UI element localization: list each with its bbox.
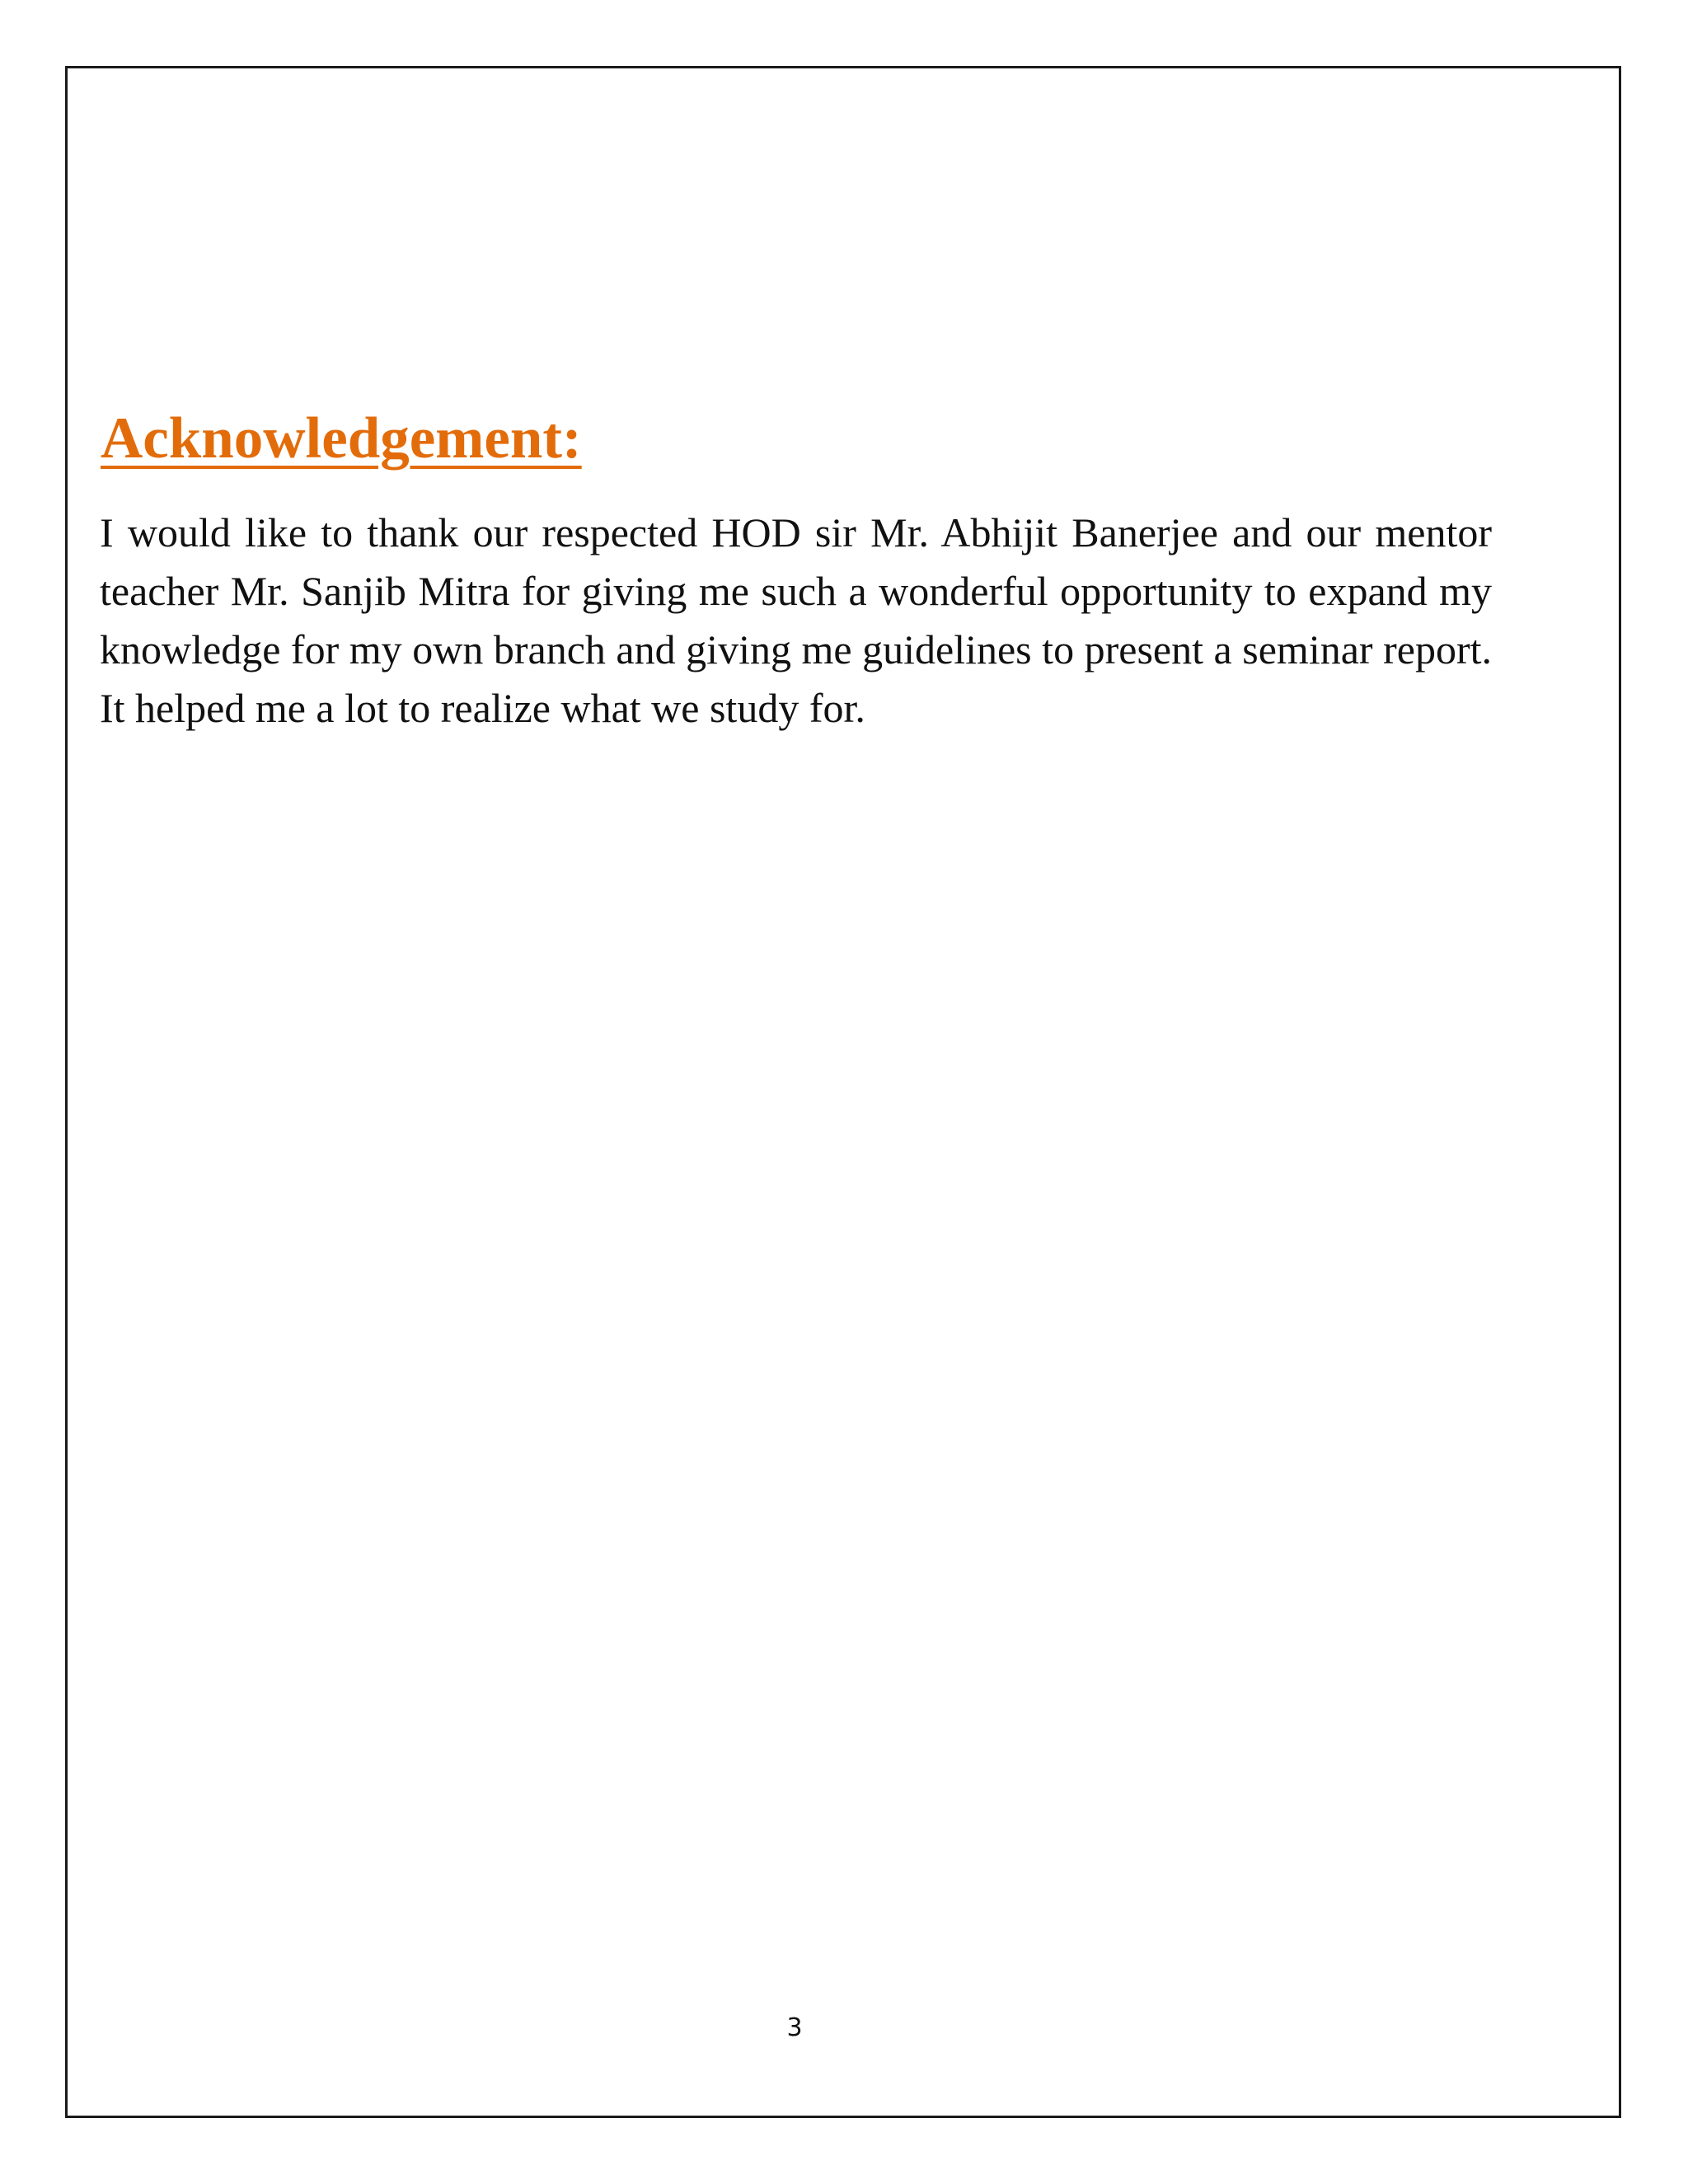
acknowledgement-paragraph: I would like to thank our respected HOD sir Mr. Abhijit Banerjee and our mentor teacher Mr. Sanjib Mitra for giving me such a wonderful opportunity to expand my knowledge for my own branch and giving me guidelines to present a seminar report. It helped me a lot to realize what we study for. [100,509,1492,731]
section-heading: Acknowledgement: [101,406,582,471]
page-number: 3 [786,2013,803,2042]
page-border [65,66,1621,2118]
